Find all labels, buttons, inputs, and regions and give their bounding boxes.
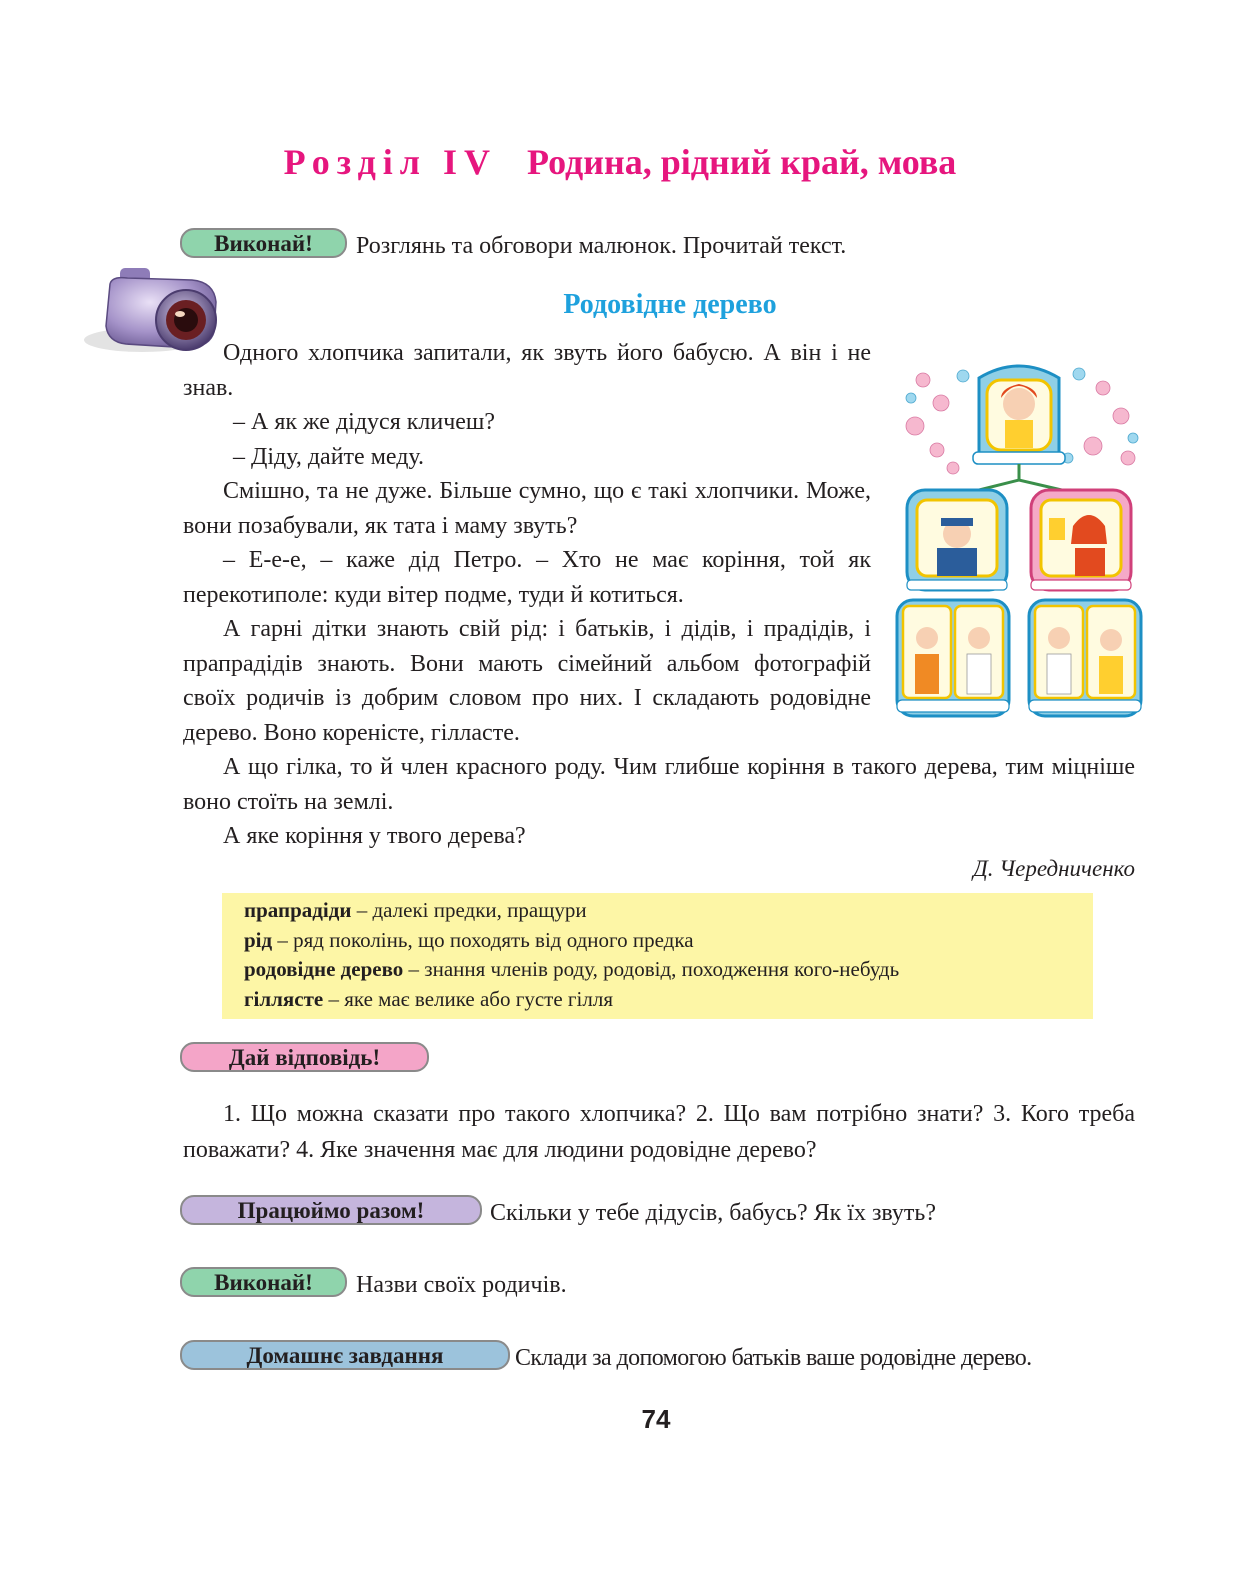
glossary-term: рід xyxy=(244,927,273,952)
glossary-entry xyxy=(244,926,1071,956)
page-number: 74 xyxy=(641,1404,671,1434)
chapter-title: Родина, рідний край, мова xyxy=(527,142,957,182)
chapter-heading xyxy=(0,141,1240,183)
work-together-text: Скільки у тебе дідусів, бабусь? Як їх звуть? xyxy=(490,1200,937,1226)
task-instruction: Розглянь та обговори малюнок. Прочитай текст. xyxy=(356,233,847,259)
glossary-term: гіллясте xyxy=(244,986,324,1011)
glossary-entry xyxy=(244,985,1071,1015)
glossary-definition: – далекі предки, пращури xyxy=(351,898,587,922)
text-title: Родовідне дерево xyxy=(563,289,777,320)
story-paragraph: – Е-е-е, – каже дід Петро. – Хто не має коріння, той як перекотиполе: куди вітер подме, туди й котиться. xyxy=(183,547,871,608)
story-paragraph: – Діду, дайте меду. xyxy=(233,443,425,470)
story-text xyxy=(183,336,1135,854)
story-paragraph: А що гілка, то й член красного роду. Чим глибше коріння в такого дерева, тим міцніше воно стоїть на землі. xyxy=(183,754,1135,815)
glossary-term: прапрадіди xyxy=(244,898,352,922)
work-together-badge: Працюймо разом! xyxy=(180,1195,482,1225)
chapter-label: Розділ IV xyxy=(283,142,497,182)
story-paragraph: – А як же дідуся кличеш? xyxy=(233,409,496,435)
story-paragraph: Одного хлопчика запитали, як звуть його бабусю. А він і не знав. xyxy=(183,340,871,401)
story-paragraph: А гарні дітки знають свій рід: і батьків, і дідів, і прадідів, і прапрадідів знають. Вони мають сімейний альбом фотографій своїх родичів із добрим словом про них. І складають родовідне дерево. Воно кореністе, гілласте. xyxy=(183,616,871,746)
glossary-definition: – яке має велике або густе гілля xyxy=(323,986,613,1011)
glossary-term: родовідне дерево xyxy=(244,957,404,981)
task-badge-do: Виконай! xyxy=(180,228,347,258)
task-badge-do-2: Виконай! xyxy=(180,1267,347,1297)
story-paragraph: Смішно, та не дуже. Більше сумно, що є такі хлопчики. Може, вони позабували, як тата і маму звуть? xyxy=(183,478,871,539)
answer-badge: Дай відповідь! xyxy=(180,1042,429,1072)
story-paragraph: А яке коріння у твого дерева? xyxy=(223,823,526,849)
questions xyxy=(183,1096,1135,1168)
glossary-definition: – ряд поколінь, що походять від одного предка xyxy=(272,927,694,952)
glossary-entry xyxy=(244,896,1071,926)
author: Д. Чередниченко xyxy=(973,856,1135,881)
questions-text: 1. Що можна сказати про такого хлопчика? 2. Що вам потрібно знати? 3. Кого треба поважати? 4. Яке значення має для людини родовідне дерево? xyxy=(183,1101,1135,1163)
glossary-definition: – знання членів роду, родовід, походження кого-небудь xyxy=(403,957,900,981)
glossary-box xyxy=(222,893,1093,1019)
task-instruction-2: Назви своїх родичів. xyxy=(356,1272,567,1298)
homework-badge: Домашнє завдання xyxy=(180,1340,510,1370)
homework-text: Склади за допомогою батьків ваше родовідне дерево. xyxy=(515,1345,1032,1371)
glossary-entry xyxy=(244,955,1071,985)
